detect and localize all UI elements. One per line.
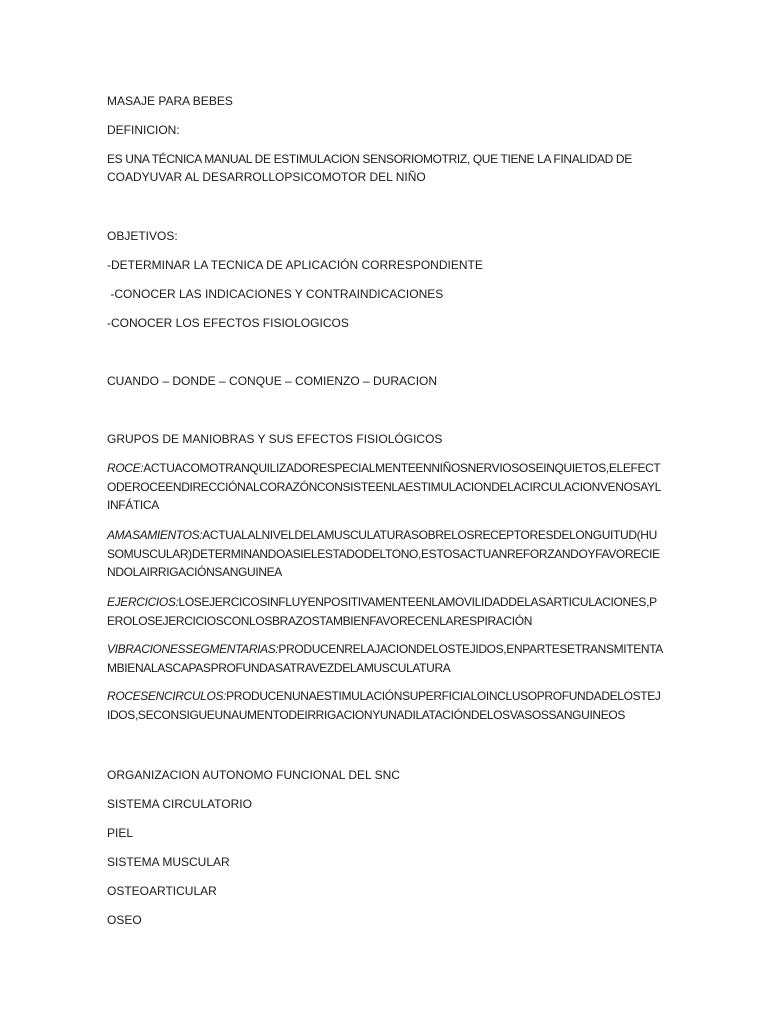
maneuver-term: EJERCICIOS: (107, 595, 179, 609)
document-title: MASAJE PARA BEBES (107, 94, 233, 108)
definition-heading: DEFINICION: (107, 123, 180, 137)
maneuver-description: PRODUCENUNAESTIMULACIÓNSUPERFICIALOINCLUSOPROFUNDADELOSTEJIDOS,SECONSIGUEUNAUMENTODEIRRIGACIONYUNADILATACIÓNDELOSVASOSSANGUINEOS (107, 689, 661, 722)
organization-heading: ORGANIZACION AUTONOMO FUNCIONAL DEL SNC (107, 768, 400, 782)
maneuver-paragraph (107, 459, 663, 515)
system-item: SISTEMA CIRCULATORIO (107, 797, 252, 811)
objective-item: -DETERMINAR LA TECNICA DE APLICACIÓN CORRESPONDIENTE (107, 258, 483, 272)
system-item: OSEO (107, 913, 142, 927)
when-where-line: CUANDO – DONDE – CONQUE – COMIENZO – DURACION (107, 374, 438, 388)
maneuver-paragraph (107, 640, 663, 677)
system-item: PIEL (107, 826, 134, 840)
maneuver-description: LOSEJERCICOSINFLUYENPOSITIVAMENTEENLAMOVILIDADDELASARTICULACIONES,PEROLOSEJERCICIOSCONLOSBRAZOSTAMBIENFAVORECENLARESPIRACIÓN (107, 595, 657, 628)
maneuver-description: ACTUALALNIVELDELAMUSCULATURASOBRELOSRECEPTORESDELONGUITUD(HUSOMUSCULAR)DETERMINANDOASIELESTADODELTONO,ESTOSACTUANREFORZANDOYFAVORECIENDOLAIRRIGACIÓNSANGUINEA (107, 528, 660, 579)
maneuver-description: PRODUCENRELAJACIONDELOSTEJIDOS,ENPARTESETRANSMITENTAMBIENALASCAPASPROFUNDASATRAVEZDELAMUSCULATURA (107, 642, 663, 675)
objective-item: -CONOCER LOS EFECTOS FISIOLOGICOS (107, 316, 349, 330)
definition-text-line-1: ES UNA TÉCNICA MANUAL DE ESTIMULACION SENSORIOMOTRIZ, QUE TIENE LA FINALIDAD DE (107, 152, 632, 166)
maneuver-term: ROCESENCIRCULOS: (107, 689, 227, 703)
maneuver-paragraph (107, 593, 663, 630)
maneuver-paragraph (107, 687, 663, 724)
maneuver-term: VIBRACIONESSEGMENTARIAS: (107, 642, 279, 656)
maneuver-term: AMASAMIENTOS: (107, 528, 203, 542)
system-item: OSTEOARTICULAR (107, 884, 217, 898)
groups-heading: GRUPOS DE MANIOBRAS Y SUS EFECTOS FISIOLÓGICOS (107, 432, 443, 446)
maneuver-description: ACTUACOMOTRANQUILIZADORESPECIALMENTEENNIÑOSNERVIOSOSEINQUIETOS,ELEFECTODEROCEENDIRECCIÓNALCORAZÓNCONSISTEENLAESTIMULACIONDELACIRCULACIONVENOSAYLINFÁTICA (107, 461, 661, 512)
definition-text-line-2: COADYUVAR AL DESARROLLOPSICOMOTOR DEL NIÑO (107, 170, 426, 184)
maneuver-paragraph (107, 526, 663, 582)
system-item: SISTEMA MUSCULAR (107, 855, 230, 869)
objectives-heading: OBJETIVOS: (107, 229, 178, 243)
maneuver-term: ROCE: (107, 461, 144, 475)
objective-item: -CONOCER LAS INDICACIONES Y CONTRAINDICACIONES (107, 287, 444, 301)
